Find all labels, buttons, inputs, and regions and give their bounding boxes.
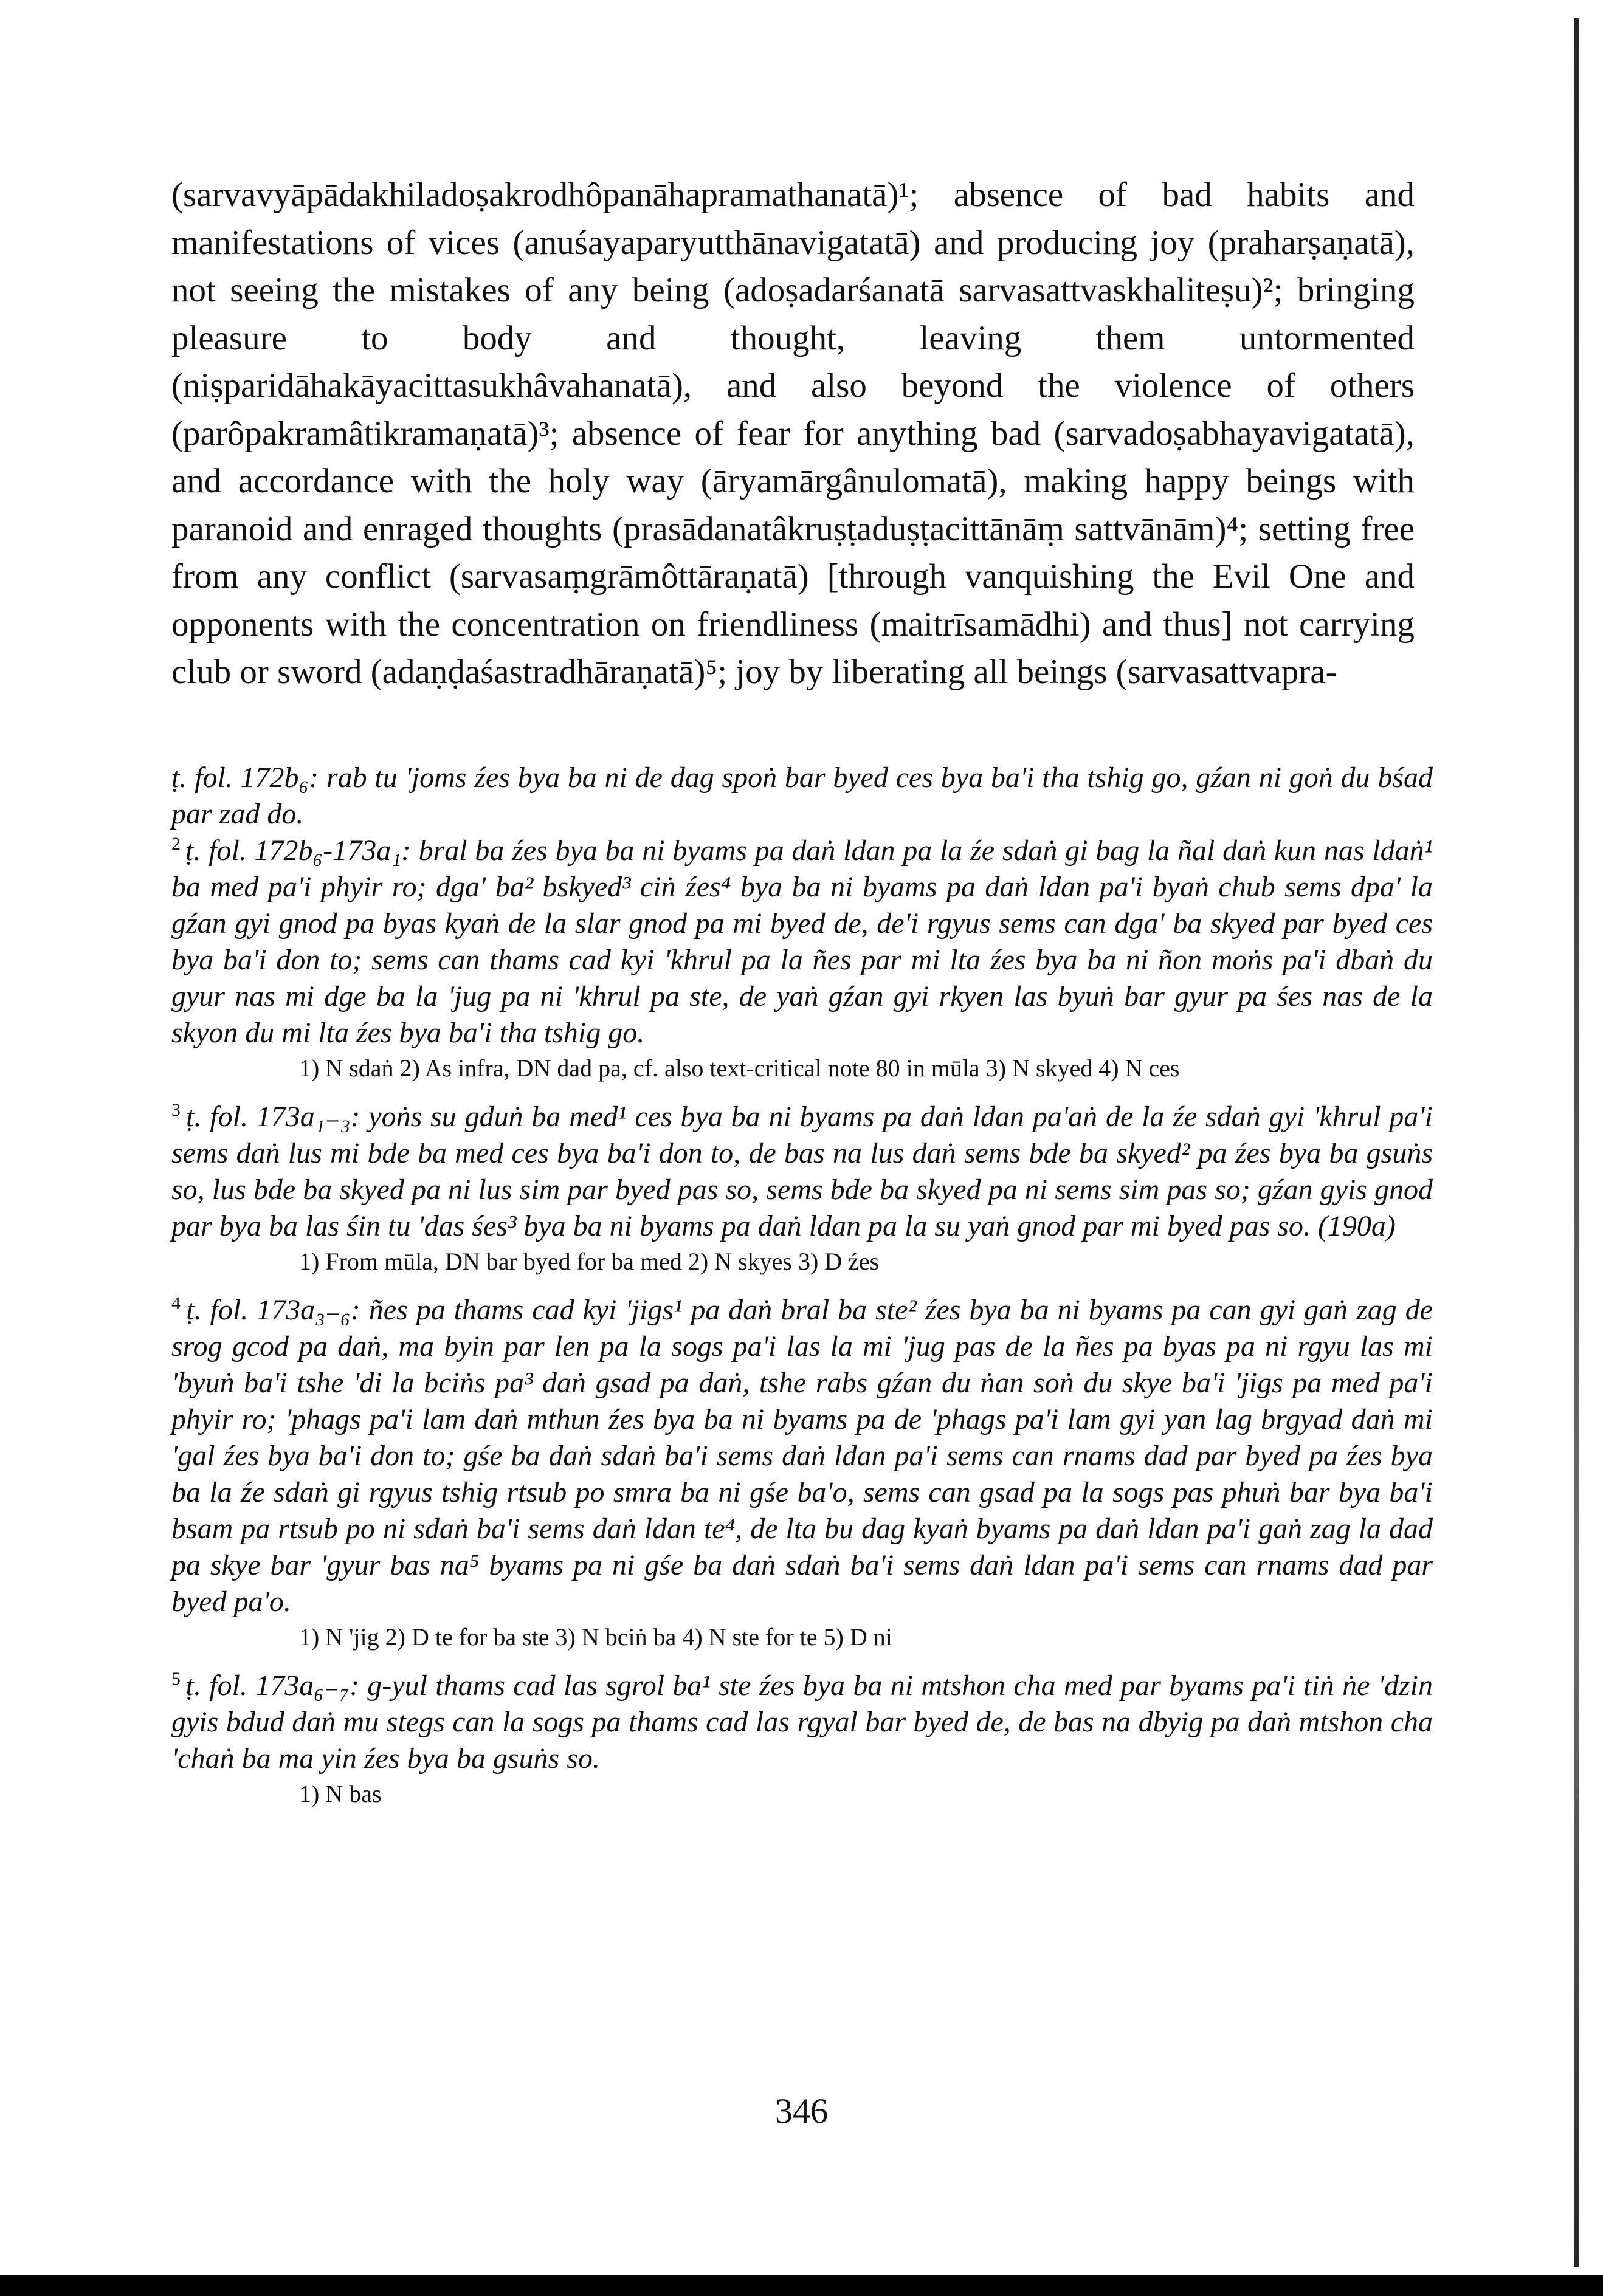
footnote-4-variants: 1) N 'jig 2) D te for ba ste 3) N bciṅ ba 4) N ste for te 5) D ni — [299, 1623, 892, 1651]
scan-bottom-bar — [0, 2275, 1603, 2296]
footnote-5-number: 5 — [171, 1669, 186, 1689]
footnote-1 — [171, 760, 1433, 833]
footnote-4 — [171, 1292, 1433, 1654]
footnote-2-number: 2 — [171, 834, 186, 854]
main-text — [171, 171, 1415, 696]
footnote-4-text: $^4$ ṭ. fol. 173a₃₋₆: ñes pa thams cad kyi 'jigs¹ pa daṅ bral ba ste² źes bya ba ni byams pa can gyi gaṅ zag de srog gcod pa daṅ, ma byin par len pa la sogs pa'i las la mi 'jug pas de la ñes pa byas pa ni rgyu las mi 'byuṅ ba'i tshe 'di la bciṅs pa³ daṅ gsad pa daṅ, tshe rabs gźan du ṅan soṅ du skye ba'i 'jigs pa med pa'i phyir ro; 'phags pa'i lam daṅ mthun źes bya ba ni byams pa de 'phags pa'i lam gyi yan lag brgyad daṅ mi 'gal źes bya ba'i don to; gśe ba daṅ sdaṅ ba'i sems daṅ ldan pa'i sems can rnams dad par byed pa źes bya ba la źe sdaṅ gi rgyus tshig rtsub po smra ba ni gśe ba'o, sems can gsad pa la sogs pas phuṅ bar bya ba'i bsam pa rtsub po ni sdaṅ ba'i sems daṅ ldan te⁴, de lta bu dag kyaṅ byams pa daṅ ldan pa'i gaṅ zag la dad pa skye bar 'gyur bas na⁵ byams pa ni gśe ba daṅ sdaṅ ba'i sems daṅ ldan pa'i sems can rnams dad par byed pa'o. — [171, 1293, 1433, 1618]
footnote-2-variants: 1) N sdaṅ 2) As infra, DN dad pa, cf. also text-critical note 80 in mūla 3) N skyed 4) N ces — [299, 1054, 1180, 1082]
footnote-1-text: ṭ. fol. 172b₆: rab tu 'joms źes bya ba ni de dag spoṅ bar byed ces bya ba'i tha tshig go, gźan ni goṅ du bśad par zad do. — [171, 761, 1433, 830]
footnote-3-number: 3 — [171, 1100, 187, 1120]
footnote-5-text: $^5$ ṭ. fol. 173a₆₋₇: g-yul thams cad las sgrol ba¹ ste źes bya ba ni mtshon cha med par byams pa'i tiṅ ṅe 'dzin gyis bdud daṅ mu stegs can la sogs pa thams cad las rgyal bar byed de, de bas na dbyig pa daṅ mtshon cha 'chaṅ ba ma yin źes bya ba gsuṅs so. — [171, 1669, 1433, 1775]
footnote-5 — [171, 1668, 1433, 1811]
main-paragraph: (sarvavyāpādakhiladoṣakrodhôpanāhapramathanatā)¹; absence of bad habits and manifestations of vices (anuśayaparyutthānavigatatā) and producing joy (praharṣaṇatā), not seeing the mistakes of any being (adoṣadarśanatā sarvasattvaskhaliteṣu)²; bringing pleasure to body and thought, leaving them untormented (niṣparidāhakāyacittasukhâvahanatā), and also beyond the violence of others (parôpakramâtikramaṇatā)³; absence of fear for anything bad (sarvadoṣabhayavigatatā), and accordance with the holy way (āryamārgânulomatā), making happy beings with paranoid and enraged thoughts (prasādanatâkruṣṭaduṣṭacittānāṃ sattvānām)⁴; setting free from any conflict (sarvasaṃgrāmôttāraṇatā) [through vanquishing the Evil One and opponents with the concentration on friendliness (maitrīsamādhi) and thus] not carrying club or sword (adaṇḍaśastradhāraṇatā)⁵; joy by liberating all beings (sarvasattvapra- — [171, 176, 1415, 691]
footnote-5-variants: 1) N bas — [299, 1780, 382, 1807]
footnote-2-text: $^2$ ṭ. fol. 172b₆-173a₁: bral ba źes bya ba ni byams pa daṅ ldan pa la źe sdaṅ gi bag la ñal daṅ kun nas ldaṅ¹ ba med pa'i phyir ro; dga' ba² bskyed³ ciṅ źes⁴ bya ba ni byams pa daṅ ldan pa'i byaṅ chub sems dpa' la gźan gyi gnod pa byas kyaṅ de la slar gnod pa mi byed de, de'i rgyus sems can dga' ba skyed par byed ces bya ba'i don to; sems can thams cad kyi 'khrul pa la ñes par mi lta źes bya ba ni ñon moṅs pa'i dbaṅ du gyur nas mi dge ba la 'jug pa ni 'khrul pa ste, de yaṅ gźan gyi rkyen las byuṅ bar gyur pa śes nas de la skyon du mi lta źes bya ba'i tha tshig go. — [171, 834, 1433, 1049]
footnote-3-text: $^3$ ṭ. fol. 173a₁₋₃: yoṅs su gduṅ ba med¹ ces bya ba ni byams pa daṅ ldan pa'aṅ de la źe sdaṅ gyi 'khrul pa'i sems daṅ lus mi bde ba med ces bya ba'i don to, de bas na lus daṅ sems bde ba skyed² pa źes bya ba gsuṅs so, lus bde ba skyed pa ni lus sim par byed pas so, sems bde ba skyed pa ni sems sim pas so; gźan gyis gnod par bya ba las śin tu 'das śes³ bya ba ni byams pa daṅ ldan pa la su yaṅ gnod par mi byed pas so. (190a) — [171, 1100, 1433, 1242]
footnote-3-variants: 1) From mūla, DN bar byed for ba med 2) N skyes 3) D źes — [299, 1248, 880, 1275]
footnote-3 — [171, 1099, 1433, 1279]
scan-edge — [1574, 18, 1579, 2267]
footnote-4-number: 4 — [171, 1293, 187, 1313]
footnote-2 — [171, 833, 1433, 1085]
footnotes — [171, 760, 1433, 1824]
page-number: 346 — [775, 2091, 828, 2131]
